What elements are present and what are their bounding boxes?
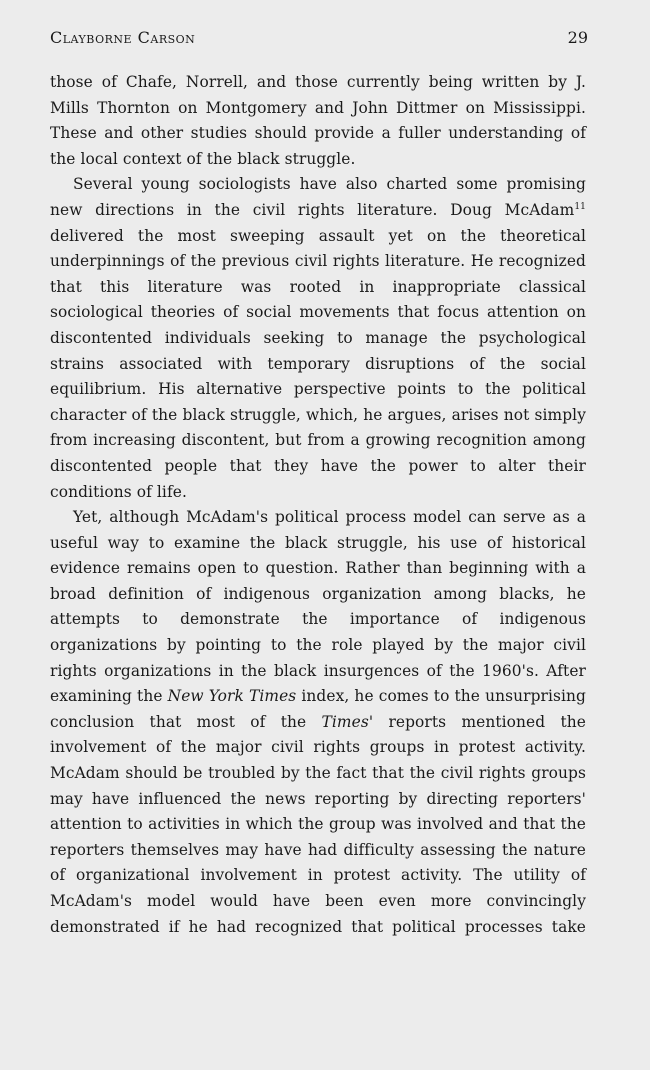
italic-title-new-york-times: New York Times [167, 687, 297, 706]
running-head-author: Clayborne Carson [50, 28, 196, 47]
paragraph-3-text-a: Yet, although McAdam's political process model can serve as a useful way to examine the black struggle, his use of historical evidence remains open to question. Rather than beginning with a broad definition of indigenous organization among blacks, he attempts to demonstrate the importance of indigenous organizations by pointing to the role played by the major civil rights organizations in the black insurgences of the 1960's. After examining the [50, 508, 586, 706]
paragraph-3 [50, 505, 586, 940]
footnote-marker: 11 [574, 201, 586, 212]
paragraph-1-text: those of Chafe, Norrell, and those currently being written by J. Mills Thornton on Montgomery and John Dittmer on Mississippi. These and other studies should provide a fuller understanding of the local context of the black struggle. [50, 73, 586, 168]
body-text [50, 70, 586, 940]
italic-title-times: Times' [321, 712, 374, 731]
paragraph-3-text-b: index, he comes to the unsurprising conclusion that most of the [50, 687, 587, 731]
paragraph-1 [50, 70, 586, 172]
paragraph-2-text-b: delivered the most sweeping assault yet on the theoretical underpinnings of the previous civil rights literature. He recognized that this literature was rooted in inappropriate classical sociological theories of social movements that focus attention on discontented individuals seeking to manage the psychological strains associated with temporary disruptions of the social equilibrium. His alternative perspective points to the political character of the black struggle, which, he argues, arises not simply from increasing discontent, but from a growing recognition among discontented people that they have the power to alter their conditions of life. [50, 226, 586, 501]
paragraph-3-text-c: reports mentioned the involvement of the major civil rights groups in protest activity. McAdam should be troubled by the fact that the civil rights groups may have influenced the news reporting by directing reporters' attention to activities in which the group was involved and that the reporters themselves may have had difficulty assessing the nature of organizational involvement in protest activity. The utility of McAdam's model would have been even more convincingly demonstrated if he had recognized that political processes take [50, 712, 586, 936]
paragraph-2 [50, 172, 586, 505]
running-head [50, 28, 588, 50]
paragraph-2-text-a: Several young sociologists have also charted some promising new directions in the civil rights literature. Doug McAdam [50, 175, 586, 219]
page-number: 29 [567, 28, 588, 47]
